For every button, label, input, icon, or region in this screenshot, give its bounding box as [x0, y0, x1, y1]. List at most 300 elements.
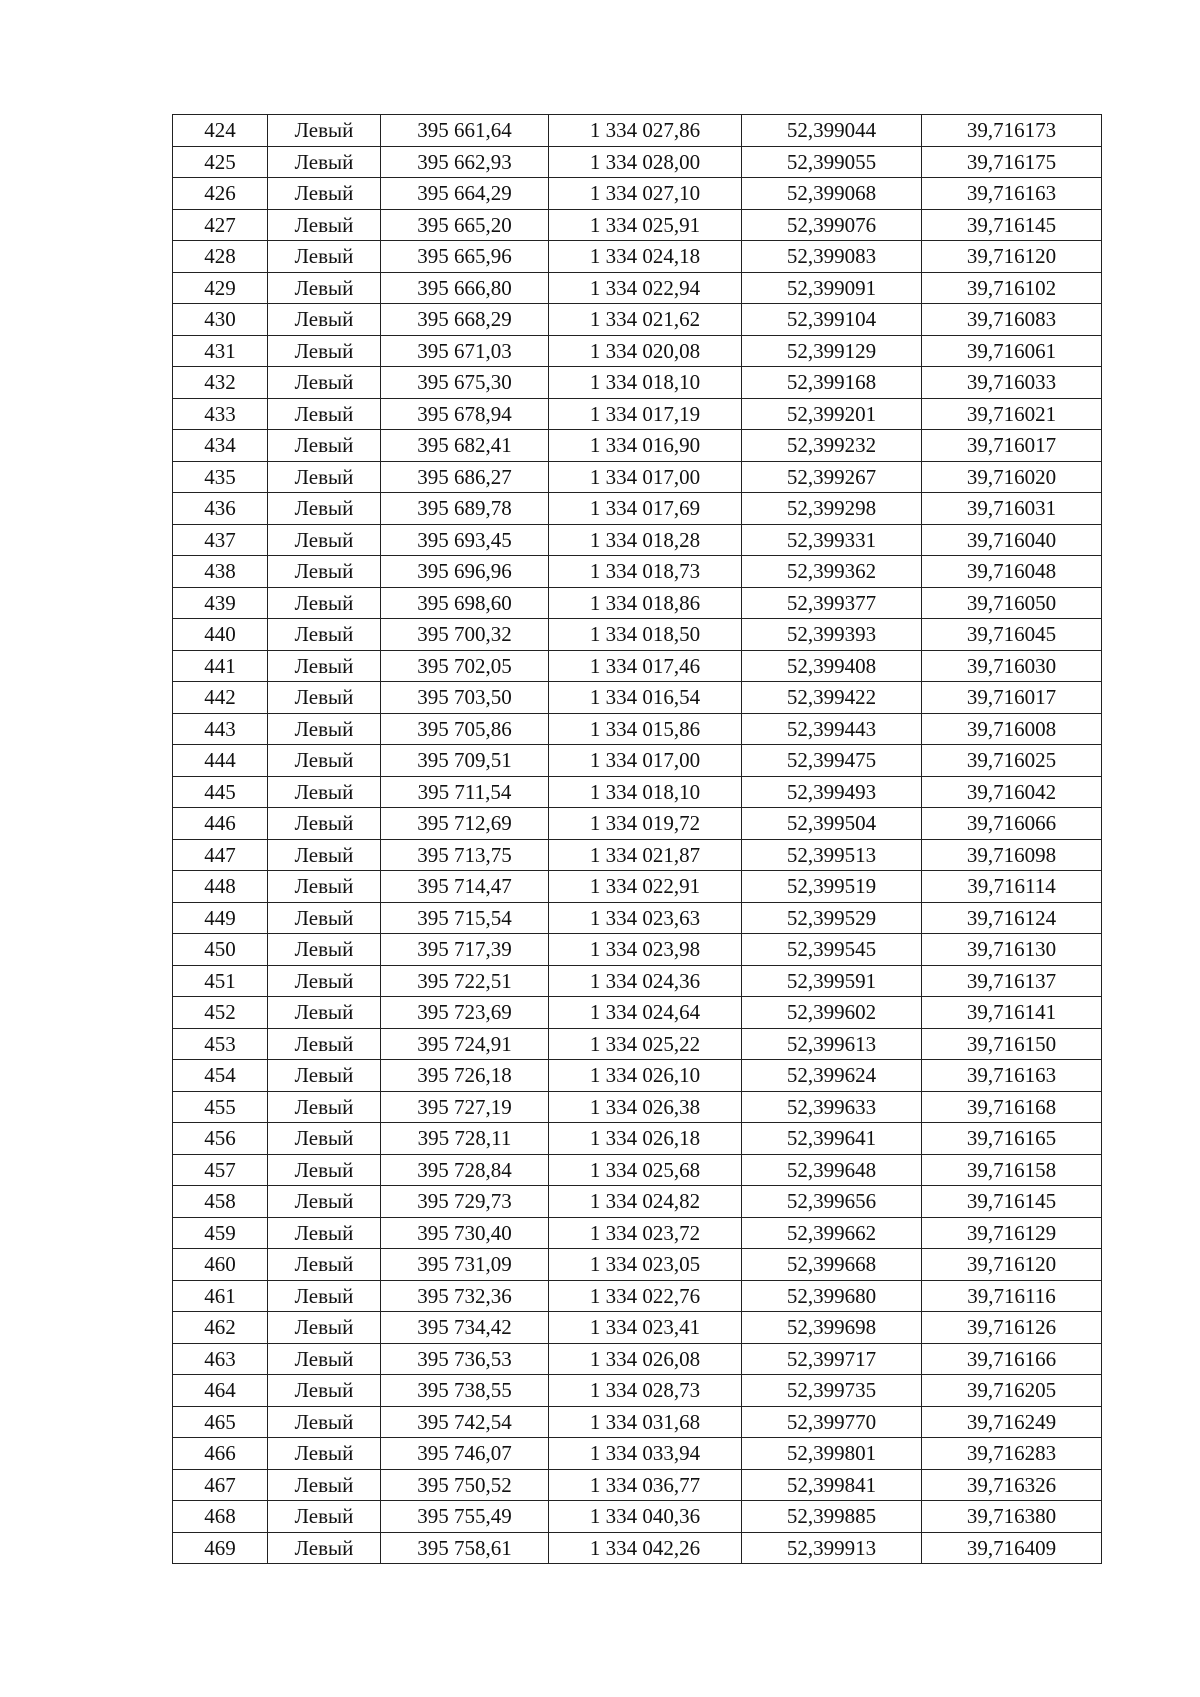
longitude-cell: 39,716145: [922, 1186, 1102, 1218]
y-coordinate-cell: 1 334 022,91: [549, 871, 742, 903]
latitude-cell: 52,399422: [742, 682, 922, 714]
point-number-cell: 463: [173, 1343, 268, 1375]
latitude-cell: 52,399513: [742, 839, 922, 871]
y-coordinate-cell: 1 334 040,36: [549, 1501, 742, 1533]
coordinates-table: [172, 114, 1102, 1564]
side-cell: Левый: [268, 524, 381, 556]
table-row: [173, 713, 1102, 745]
y-coordinate-cell: 1 334 036,77: [549, 1469, 742, 1501]
table-row: [173, 1154, 1102, 1186]
x-coordinate-cell: 395 668,29: [381, 304, 549, 336]
latitude-cell: 52,399493: [742, 776, 922, 808]
x-coordinate-cell: 395 742,54: [381, 1406, 549, 1438]
side-cell: Левый: [268, 1501, 381, 1533]
longitude-cell: 39,716141: [922, 997, 1102, 1029]
side-cell: Левый: [268, 965, 381, 997]
y-coordinate-cell: 1 334 033,94: [549, 1438, 742, 1470]
side-cell: Левый: [268, 398, 381, 430]
side-cell: Левый: [268, 430, 381, 462]
table-row: [173, 115, 1102, 147]
longitude-cell: 39,716066: [922, 808, 1102, 840]
x-coordinate-cell: 395 728,11: [381, 1123, 549, 1155]
point-number-cell: 446: [173, 808, 268, 840]
point-number-cell: 433: [173, 398, 268, 430]
side-cell: Левый: [268, 1469, 381, 1501]
latitude-cell: 52,399613: [742, 1028, 922, 1060]
side-cell: Левый: [268, 178, 381, 210]
y-coordinate-cell: 1 334 027,86: [549, 115, 742, 147]
longitude-cell: 39,716249: [922, 1406, 1102, 1438]
longitude-cell: 39,716048: [922, 556, 1102, 588]
y-coordinate-cell: 1 334 023,41: [549, 1312, 742, 1344]
table-row: [173, 902, 1102, 934]
x-coordinate-cell: 395 712,69: [381, 808, 549, 840]
point-number-cell: 427: [173, 209, 268, 241]
x-coordinate-cell: 395 750,52: [381, 1469, 549, 1501]
latitude-cell: 52,399680: [742, 1280, 922, 1312]
point-number-cell: 426: [173, 178, 268, 210]
point-number-cell: 448: [173, 871, 268, 903]
latitude-cell: 52,399055: [742, 146, 922, 178]
y-coordinate-cell: 1 334 027,10: [549, 178, 742, 210]
side-cell: Левый: [268, 115, 381, 147]
point-number-cell: 428: [173, 241, 268, 273]
table-row: [173, 745, 1102, 777]
side-cell: Левый: [268, 1312, 381, 1344]
longitude-cell: 39,716031: [922, 493, 1102, 525]
y-coordinate-cell: 1 334 017,69: [549, 493, 742, 525]
latitude-cell: 52,399801: [742, 1438, 922, 1470]
y-coordinate-cell: 1 334 017,00: [549, 745, 742, 777]
x-coordinate-cell: 395 666,80: [381, 272, 549, 304]
table-row: [173, 493, 1102, 525]
latitude-cell: 52,399717: [742, 1343, 922, 1375]
table-row: [173, 1249, 1102, 1281]
latitude-cell: 52,399393: [742, 619, 922, 651]
latitude-cell: 52,399519: [742, 871, 922, 903]
point-number-cell: 424: [173, 115, 268, 147]
table-row: [173, 1280, 1102, 1312]
latitude-cell: 52,399044: [742, 115, 922, 147]
side-cell: Левый: [268, 1060, 381, 1092]
x-coordinate-cell: 395 729,73: [381, 1186, 549, 1218]
x-coordinate-cell: 395 661,64: [381, 115, 549, 147]
x-coordinate-cell: 395 728,84: [381, 1154, 549, 1186]
y-coordinate-cell: 1 334 022,94: [549, 272, 742, 304]
side-cell: Левый: [268, 1280, 381, 1312]
y-coordinate-cell: 1 334 016,90: [549, 430, 742, 462]
coordinates-table-body: [173, 115, 1102, 1564]
x-coordinate-cell: 395 714,47: [381, 871, 549, 903]
x-coordinate-cell: 395 722,51: [381, 965, 549, 997]
y-coordinate-cell: 1 334 026,18: [549, 1123, 742, 1155]
y-coordinate-cell: 1 334 018,28: [549, 524, 742, 556]
x-coordinate-cell: 395 662,93: [381, 146, 549, 178]
x-coordinate-cell: 395 736,53: [381, 1343, 549, 1375]
y-coordinate-cell: 1 334 024,18: [549, 241, 742, 273]
side-cell: Левый: [268, 650, 381, 682]
longitude-cell: 39,716326: [922, 1469, 1102, 1501]
point-number-cell: 444: [173, 745, 268, 777]
y-coordinate-cell: 1 334 018,86: [549, 587, 742, 619]
table-row: [173, 367, 1102, 399]
latitude-cell: 52,399913: [742, 1532, 922, 1564]
table-row: [173, 1123, 1102, 1155]
x-coordinate-cell: 395 717,39: [381, 934, 549, 966]
latitude-cell: 52,399648: [742, 1154, 922, 1186]
longitude-cell: 39,716168: [922, 1091, 1102, 1123]
x-coordinate-cell: 395 709,51: [381, 745, 549, 777]
latitude-cell: 52,399698: [742, 1312, 922, 1344]
latitude-cell: 52,399377: [742, 587, 922, 619]
longitude-cell: 39,716126: [922, 1312, 1102, 1344]
side-cell: Левый: [268, 556, 381, 588]
point-number-cell: 439: [173, 587, 268, 619]
latitude-cell: 52,399662: [742, 1217, 922, 1249]
longitude-cell: 39,716008: [922, 713, 1102, 745]
y-coordinate-cell: 1 334 024,82: [549, 1186, 742, 1218]
y-coordinate-cell: 1 334 022,76: [549, 1280, 742, 1312]
point-number-cell: 467: [173, 1469, 268, 1501]
point-number-cell: 432: [173, 367, 268, 399]
x-coordinate-cell: 395 664,29: [381, 178, 549, 210]
point-number-cell: 468: [173, 1501, 268, 1533]
longitude-cell: 39,716163: [922, 1060, 1102, 1092]
point-number-cell: 457: [173, 1154, 268, 1186]
x-coordinate-cell: 395 665,20: [381, 209, 549, 241]
y-coordinate-cell: 1 334 023,72: [549, 1217, 742, 1249]
y-coordinate-cell: 1 334 023,98: [549, 934, 742, 966]
longitude-cell: 39,716020: [922, 461, 1102, 493]
table-row: [173, 430, 1102, 462]
latitude-cell: 52,399602: [742, 997, 922, 1029]
latitude-cell: 52,399633: [742, 1091, 922, 1123]
table-row: [173, 1375, 1102, 1407]
x-coordinate-cell: 395 711,54: [381, 776, 549, 808]
table-row: [173, 1312, 1102, 1344]
table-row: [173, 304, 1102, 336]
side-cell: Левый: [268, 241, 381, 273]
longitude-cell: 39,716130: [922, 934, 1102, 966]
x-coordinate-cell: 395 731,09: [381, 1249, 549, 1281]
side-cell: Левый: [268, 335, 381, 367]
side-cell: Левый: [268, 1375, 381, 1407]
longitude-cell: 39,716173: [922, 115, 1102, 147]
table-row: [173, 241, 1102, 273]
latitude-cell: 52,399841: [742, 1469, 922, 1501]
point-number-cell: 469: [173, 1532, 268, 1564]
y-coordinate-cell: 1 334 025,68: [549, 1154, 742, 1186]
table-row: [173, 1501, 1102, 1533]
y-coordinate-cell: 1 334 019,72: [549, 808, 742, 840]
longitude-cell: 39,716283: [922, 1438, 1102, 1470]
longitude-cell: 39,716098: [922, 839, 1102, 871]
x-coordinate-cell: 395 705,86: [381, 713, 549, 745]
latitude-cell: 52,399129: [742, 335, 922, 367]
side-cell: Левый: [268, 871, 381, 903]
latitude-cell: 52,399529: [742, 902, 922, 934]
longitude-cell: 39,716033: [922, 367, 1102, 399]
y-coordinate-cell: 1 334 021,62: [549, 304, 742, 336]
table-row: [173, 997, 1102, 1029]
side-cell: Левый: [268, 146, 381, 178]
point-number-cell: 434: [173, 430, 268, 462]
side-cell: Левый: [268, 839, 381, 871]
y-coordinate-cell: 1 334 042,26: [549, 1532, 742, 1564]
longitude-cell: 39,716042: [922, 776, 1102, 808]
table-row: [173, 934, 1102, 966]
x-coordinate-cell: 395 734,42: [381, 1312, 549, 1344]
point-number-cell: 445: [173, 776, 268, 808]
point-number-cell: 442: [173, 682, 268, 714]
longitude-cell: 39,716045: [922, 619, 1102, 651]
table-row: [173, 335, 1102, 367]
longitude-cell: 39,716120: [922, 1249, 1102, 1281]
x-coordinate-cell: 395 715,54: [381, 902, 549, 934]
table-row: [173, 556, 1102, 588]
longitude-cell: 39,716158: [922, 1154, 1102, 1186]
latitude-cell: 52,399068: [742, 178, 922, 210]
x-coordinate-cell: 395 724,91: [381, 1028, 549, 1060]
side-cell: Левый: [268, 619, 381, 651]
table-row: [173, 1217, 1102, 1249]
y-coordinate-cell: 1 334 026,10: [549, 1060, 742, 1092]
y-coordinate-cell: 1 334 024,64: [549, 997, 742, 1029]
latitude-cell: 52,399331: [742, 524, 922, 556]
point-number-cell: 450: [173, 934, 268, 966]
latitude-cell: 52,399885: [742, 1501, 922, 1533]
y-coordinate-cell: 1 334 021,87: [549, 839, 742, 871]
point-number-cell: 458: [173, 1186, 268, 1218]
longitude-cell: 39,716124: [922, 902, 1102, 934]
table-row: [173, 619, 1102, 651]
y-coordinate-cell: 1 334 015,86: [549, 713, 742, 745]
point-number-cell: 455: [173, 1091, 268, 1123]
table-row: [173, 808, 1102, 840]
y-coordinate-cell: 1 334 026,38: [549, 1091, 742, 1123]
latitude-cell: 52,399083: [742, 241, 922, 273]
side-cell: Левый: [268, 272, 381, 304]
longitude-cell: 39,716040: [922, 524, 1102, 556]
y-coordinate-cell: 1 334 018,10: [549, 367, 742, 399]
y-coordinate-cell: 1 334 023,63: [549, 902, 742, 934]
latitude-cell: 52,399201: [742, 398, 922, 430]
table-row: [173, 1438, 1102, 1470]
longitude-cell: 39,716165: [922, 1123, 1102, 1155]
table-row: [173, 965, 1102, 997]
side-cell: Левый: [268, 461, 381, 493]
table-row: [173, 461, 1102, 493]
side-cell: Левый: [268, 1532, 381, 1564]
table-row: [173, 146, 1102, 178]
point-number-cell: 429: [173, 272, 268, 304]
y-coordinate-cell: 1 334 024,36: [549, 965, 742, 997]
longitude-cell: 39,716116: [922, 1280, 1102, 1312]
point-number-cell: 447: [173, 839, 268, 871]
longitude-cell: 39,716145: [922, 209, 1102, 241]
y-coordinate-cell: 1 334 017,46: [549, 650, 742, 682]
y-coordinate-cell: 1 334 018,10: [549, 776, 742, 808]
point-number-cell: 438: [173, 556, 268, 588]
longitude-cell: 39,716166: [922, 1343, 1102, 1375]
latitude-cell: 52,399475: [742, 745, 922, 777]
table-row: [173, 650, 1102, 682]
x-coordinate-cell: 395 702,05: [381, 650, 549, 682]
side-cell: Левый: [268, 934, 381, 966]
x-coordinate-cell: 395 671,03: [381, 335, 549, 367]
point-number-cell: 443: [173, 713, 268, 745]
y-coordinate-cell: 1 334 018,73: [549, 556, 742, 588]
table-row: [173, 1532, 1102, 1564]
x-coordinate-cell: 395 693,45: [381, 524, 549, 556]
latitude-cell: 52,399591: [742, 965, 922, 997]
side-cell: Левый: [268, 1154, 381, 1186]
y-coordinate-cell: 1 334 026,08: [549, 1343, 742, 1375]
side-cell: Левый: [268, 682, 381, 714]
point-number-cell: 464: [173, 1375, 268, 1407]
x-coordinate-cell: 395 665,96: [381, 241, 549, 273]
longitude-cell: 39,716409: [922, 1532, 1102, 1564]
point-number-cell: 460: [173, 1249, 268, 1281]
table-row: [173, 1406, 1102, 1438]
side-cell: Левый: [268, 1217, 381, 1249]
x-coordinate-cell: 395 678,94: [381, 398, 549, 430]
latitude-cell: 52,399232: [742, 430, 922, 462]
table-row: [173, 178, 1102, 210]
x-coordinate-cell: 395 698,60: [381, 587, 549, 619]
x-coordinate-cell: 395 696,96: [381, 556, 549, 588]
x-coordinate-cell: 395 723,69: [381, 997, 549, 1029]
side-cell: Левый: [268, 1343, 381, 1375]
longitude-cell: 39,716102: [922, 272, 1102, 304]
point-number-cell: 449: [173, 902, 268, 934]
point-number-cell: 452: [173, 997, 268, 1029]
side-cell: Левый: [268, 1123, 381, 1155]
latitude-cell: 52,399168: [742, 367, 922, 399]
longitude-cell: 39,716380: [922, 1501, 1102, 1533]
longitude-cell: 39,716061: [922, 335, 1102, 367]
side-cell: Левый: [268, 1028, 381, 1060]
x-coordinate-cell: 395 689,78: [381, 493, 549, 525]
latitude-cell: 52,399624: [742, 1060, 922, 1092]
point-number-cell: 430: [173, 304, 268, 336]
longitude-cell: 39,716017: [922, 682, 1102, 714]
latitude-cell: 52,399104: [742, 304, 922, 336]
latitude-cell: 52,399641: [742, 1123, 922, 1155]
point-number-cell: 459: [173, 1217, 268, 1249]
x-coordinate-cell: 395 732,36: [381, 1280, 549, 1312]
side-cell: Левый: [268, 997, 381, 1029]
point-number-cell: 440: [173, 619, 268, 651]
point-number-cell: 461: [173, 1280, 268, 1312]
latitude-cell: 52,399504: [742, 808, 922, 840]
x-coordinate-cell: 395 703,50: [381, 682, 549, 714]
latitude-cell: 52,399076: [742, 209, 922, 241]
x-coordinate-cell: 395 700,32: [381, 619, 549, 651]
y-coordinate-cell: 1 334 023,05: [549, 1249, 742, 1281]
side-cell: Левый: [268, 808, 381, 840]
point-number-cell: 451: [173, 965, 268, 997]
longitude-cell: 39,716025: [922, 745, 1102, 777]
longitude-cell: 39,716030: [922, 650, 1102, 682]
latitude-cell: 52,399091: [742, 272, 922, 304]
longitude-cell: 39,716175: [922, 146, 1102, 178]
side-cell: Левый: [268, 713, 381, 745]
x-coordinate-cell: 395 686,27: [381, 461, 549, 493]
y-coordinate-cell: 1 334 016,54: [549, 682, 742, 714]
table-row: [173, 272, 1102, 304]
point-number-cell: 435: [173, 461, 268, 493]
point-number-cell: 437: [173, 524, 268, 556]
point-number-cell: 425: [173, 146, 268, 178]
latitude-cell: 52,399656: [742, 1186, 922, 1218]
y-coordinate-cell: 1 334 025,22: [549, 1028, 742, 1060]
longitude-cell: 39,716021: [922, 398, 1102, 430]
side-cell: Левый: [268, 745, 381, 777]
x-coordinate-cell: 395 758,61: [381, 1532, 549, 1564]
latitude-cell: 52,399668: [742, 1249, 922, 1281]
x-coordinate-cell: 395 730,40: [381, 1217, 549, 1249]
y-coordinate-cell: 1 334 031,68: [549, 1406, 742, 1438]
side-cell: Левый: [268, 1186, 381, 1218]
table-row: [173, 524, 1102, 556]
x-coordinate-cell: 395 682,41: [381, 430, 549, 462]
latitude-cell: 52,399735: [742, 1375, 922, 1407]
table-row: [173, 682, 1102, 714]
longitude-cell: 39,716114: [922, 871, 1102, 903]
longitude-cell: 39,716163: [922, 178, 1102, 210]
longitude-cell: 39,716083: [922, 304, 1102, 336]
y-coordinate-cell: 1 334 028,00: [549, 146, 742, 178]
table-row: [173, 1091, 1102, 1123]
x-coordinate-cell: 395 727,19: [381, 1091, 549, 1123]
x-coordinate-cell: 395 713,75: [381, 839, 549, 871]
side-cell: Левый: [268, 493, 381, 525]
x-coordinate-cell: 395 675,30: [381, 367, 549, 399]
y-coordinate-cell: 1 334 017,19: [549, 398, 742, 430]
x-coordinate-cell: 395 755,49: [381, 1501, 549, 1533]
side-cell: Левый: [268, 1438, 381, 1470]
x-coordinate-cell: 395 738,55: [381, 1375, 549, 1407]
longitude-cell: 39,716205: [922, 1375, 1102, 1407]
side-cell: Левый: [268, 367, 381, 399]
latitude-cell: 52,399545: [742, 934, 922, 966]
latitude-cell: 52,399408: [742, 650, 922, 682]
point-number-cell: 453: [173, 1028, 268, 1060]
longitude-cell: 39,716050: [922, 587, 1102, 619]
x-coordinate-cell: 395 726,18: [381, 1060, 549, 1092]
side-cell: Левый: [268, 776, 381, 808]
table-row: [173, 839, 1102, 871]
y-coordinate-cell: 1 334 028,73: [549, 1375, 742, 1407]
table-row: [173, 1028, 1102, 1060]
table-row: [173, 871, 1102, 903]
table-row: [173, 1469, 1102, 1501]
side-cell: Левый: [268, 902, 381, 934]
y-coordinate-cell: 1 334 018,50: [549, 619, 742, 651]
y-coordinate-cell: 1 334 025,91: [549, 209, 742, 241]
longitude-cell: 39,716017: [922, 430, 1102, 462]
table-row: [173, 776, 1102, 808]
point-number-cell: 436: [173, 493, 268, 525]
point-number-cell: 456: [173, 1123, 268, 1155]
longitude-cell: 39,716129: [922, 1217, 1102, 1249]
latitude-cell: 52,399298: [742, 493, 922, 525]
latitude-cell: 52,399362: [742, 556, 922, 588]
longitude-cell: 39,716120: [922, 241, 1102, 273]
point-number-cell: 466: [173, 1438, 268, 1470]
point-number-cell: 465: [173, 1406, 268, 1438]
